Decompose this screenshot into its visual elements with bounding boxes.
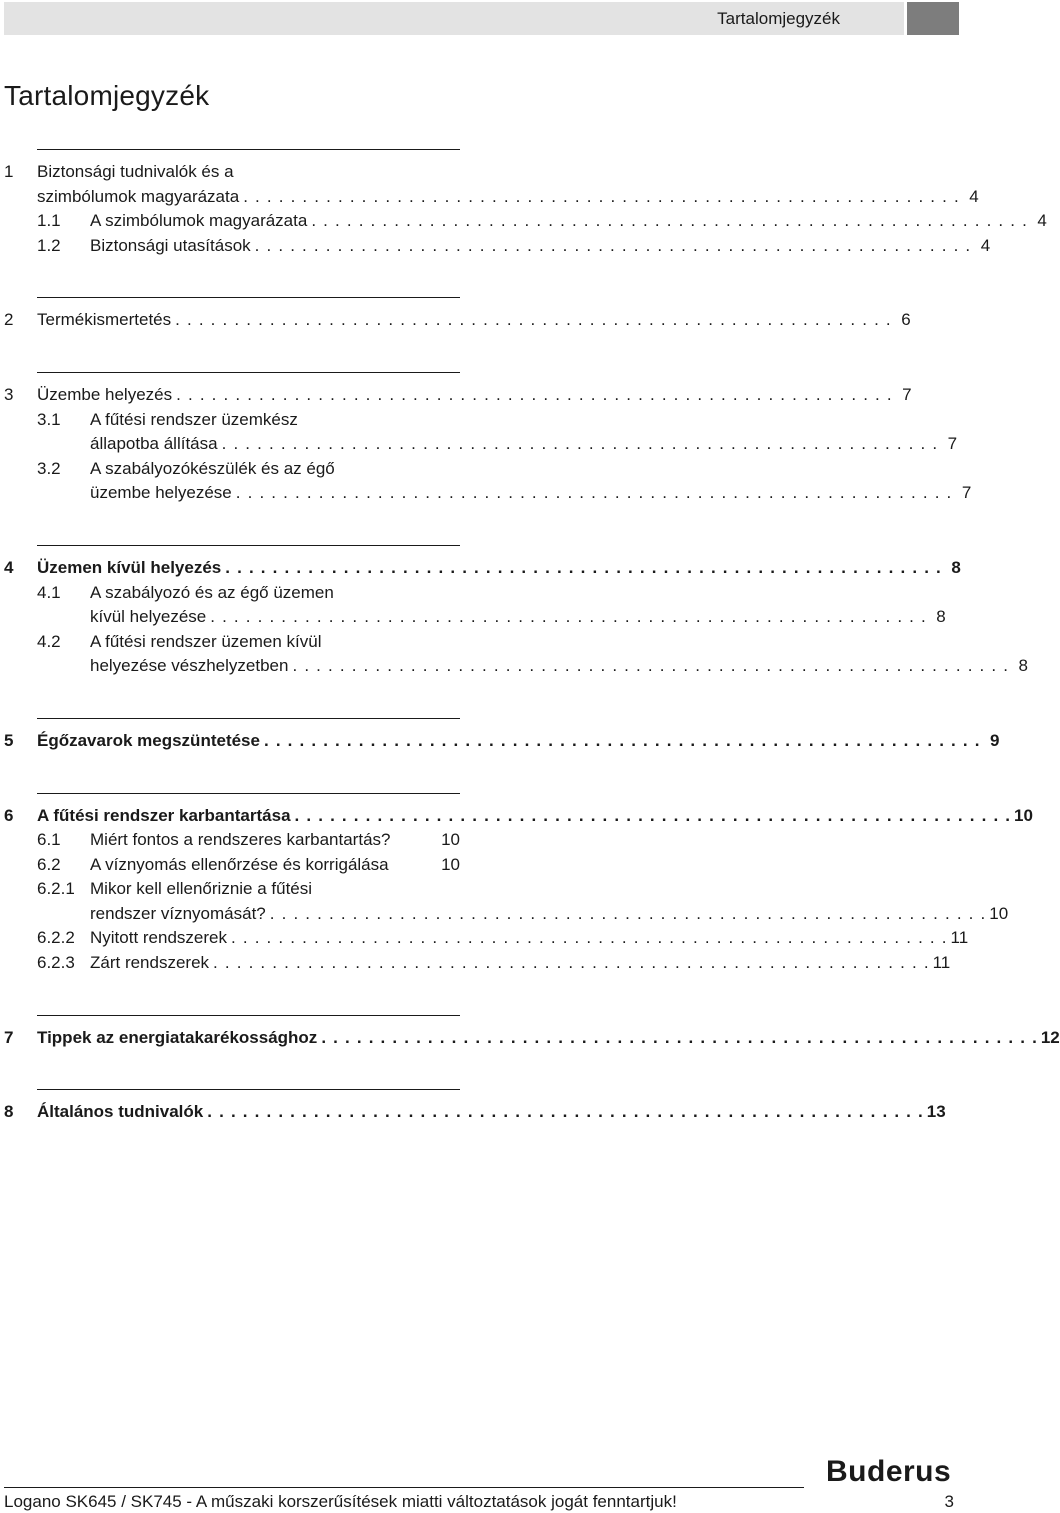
toc-title: helyezése vészhelyzetben	[90, 656, 289, 676]
toc-page-number: 12	[1040, 1027, 1060, 1047]
toc-entry[interactable]	[4, 185, 979, 210]
toc-title: A víznyomás ellenőrzése és korrigálása	[90, 854, 389, 874]
toc-leader-dots	[172, 383, 892, 408]
toc-entry[interactable]	[4, 605, 946, 630]
page-title: Tartalomjegyzék	[4, 80, 210, 111]
toc-leader-dots	[307, 209, 1027, 234]
toc-leader-dots	[232, 481, 952, 506]
toc-title: Nyitott rendszerek	[90, 928, 227, 948]
toc-entry[interactable]	[4, 556, 961, 581]
toc-title: A szabályozó és az égő üzemen	[90, 582, 334, 602]
toc-title: kívül helyezése	[90, 607, 207, 627]
toc-entry[interactable]	[4, 383, 912, 408]
toc-page-number: 8	[1018, 656, 1028, 676]
toc-title: Égőzavarok megszüntetése	[37, 730, 260, 750]
toc-entry[interactable]	[4, 481, 972, 506]
toc-number: 4	[4, 557, 14, 577]
toc-entry[interactable]	[4, 828, 460, 853]
toc-leader-dots	[227, 926, 947, 951]
toc-title: üzembe helyezése	[90, 483, 232, 503]
header-bar	[4, 2, 904, 35]
toc-number: 6.2	[37, 854, 61, 874]
toc-number: 6	[4, 805, 14, 825]
toc-page-number: 9	[990, 730, 1000, 750]
toc-entry[interactable]	[4, 902, 1009, 927]
toc-section	[4, 297, 911, 333]
toc-page-number: 13	[926, 1102, 946, 1122]
toc-entry[interactable]	[4, 160, 460, 185]
toc-entry[interactable]	[4, 729, 1000, 754]
toc-number: 6.2.1	[37, 879, 75, 899]
toc-title: Zárt rendszerek	[90, 953, 210, 973]
toc-title: Mikor kell ellenőriznie a fűtési	[90, 879, 313, 899]
toc-entry[interactable]	[4, 853, 460, 878]
buderus-logo: Buderus	[826, 1455, 952, 1488]
toc-page-number: 11	[932, 953, 951, 973]
toc-title: A fűtési rendszer üzemen kívül	[90, 631, 322, 651]
toc-entry[interactable]	[4, 804, 1033, 829]
toc-title: Üzemen kívül helyezés	[37, 557, 222, 577]
toc-entry[interactable]	[4, 877, 460, 902]
toc-leader-dots	[251, 234, 971, 259]
footer-divider	[4, 1487, 804, 1488]
toc-leader-dots	[288, 654, 1008, 679]
toc-leader-dots	[221, 556, 941, 581]
toc-title: Általános tudnivalók	[37, 1102, 204, 1122]
toc-leader-dots	[291, 804, 1011, 829]
toc-entry[interactable]	[4, 951, 951, 976]
toc-number: 1.1	[37, 211, 61, 231]
toc-entry[interactable]	[4, 408, 460, 433]
toc-section	[4, 1015, 1060, 1051]
toc-entry[interactable]	[4, 630, 460, 655]
toc-leader-dots	[317, 1026, 1037, 1051]
toc-number: 6.2.2	[37, 928, 75, 948]
toc-leader-dots	[266, 902, 986, 927]
toc-leader-dots	[171, 308, 891, 333]
toc-leader-dots	[218, 432, 938, 457]
toc-title: A szimbólumok magyarázata	[90, 211, 308, 231]
toc-page-number: 8	[936, 607, 946, 627]
toc-number: 4.1	[37, 582, 61, 602]
toc-section	[4, 372, 972, 506]
toc-number: 5	[4, 730, 14, 750]
toc-leader-dots	[203, 1100, 923, 1125]
toc-title: Biztonsági utasítások	[90, 235, 251, 255]
toc-page-number: 6	[901, 310, 911, 330]
toc-number: 8	[4, 1102, 14, 1122]
toc-title: rendszer víznyomását?	[90, 903, 266, 923]
toc-title: Biztonsági tudnivalók és a	[37, 162, 234, 181]
table-of-contents	[4, 149, 1060, 1125]
toc-entry[interactable]	[4, 432, 958, 457]
toc-title: Termékismertetés	[37, 310, 172, 330]
toc-page-number: 10	[989, 903, 1009, 923]
header-title: Tartalomjegyzék	[717, 9, 840, 28]
toc-section	[4, 545, 1028, 679]
header-accent-block	[907, 2, 959, 35]
toc-entry[interactable]	[4, 581, 460, 606]
toc-number: 4.2	[37, 631, 61, 651]
toc-page-number: 10	[441, 830, 460, 850]
toc-entry[interactable]	[4, 926, 969, 951]
toc-title: A szabályozókészülék és az égő	[90, 458, 335, 478]
toc-page-number: 7	[961, 483, 972, 503]
toc-section	[4, 793, 1033, 976]
toc-page-number: 7	[902, 384, 912, 404]
toc-number: 6.1	[37, 830, 61, 850]
toc-title: szimbólumok magyarázata	[37, 186, 240, 206]
toc-entry[interactable]	[4, 1100, 946, 1125]
toc-entry[interactable]	[4, 1026, 1060, 1051]
toc-title: állapotba állítása	[90, 434, 218, 454]
toc-section	[4, 149, 1047, 258]
toc-title: Üzembe helyezés	[37, 384, 173, 404]
toc-number: 3	[4, 384, 14, 404]
toc-page-number: 8	[951, 557, 961, 577]
toc-title: Miért fontos a rendszeres karbantartás?	[90, 830, 391, 850]
toc-page-number: 4	[1037, 211, 1047, 231]
toc-page-number: 10	[1014, 805, 1033, 825]
toc-entry[interactable]	[4, 654, 1028, 679]
toc-number: 1.2	[37, 235, 61, 255]
toc-leader-dots	[206, 605, 926, 630]
toc-leader-dots	[239, 185, 959, 210]
toc-leader-dots	[209, 951, 929, 976]
toc-title: Tippek az energiatakarékossághoz	[37, 1027, 318, 1047]
toc-page-number: 4	[969, 186, 979, 206]
toc-page-number: 4	[980, 235, 991, 255]
toc-section	[4, 1089, 946, 1125]
toc-number: 3.1	[37, 409, 61, 429]
toc-title: A fűtési rendszer karbantartása	[37, 805, 291, 825]
toc-number: 3.2	[37, 458, 61, 478]
toc-entry[interactable]	[4, 209, 1047, 234]
footer-text: Logano SK645 / SK745 - A műszaki korszerűsítések miatti változtatások jogát fenntartjuk!	[4, 1492, 677, 1511]
toc-page-number: 7	[947, 434, 958, 454]
toc-page-number: 11	[950, 928, 969, 948]
toc-entry[interactable]	[4, 457, 460, 482]
toc-section	[4, 718, 1000, 754]
toc-title: A fűtési rendszer üzemkész	[90, 409, 298, 429]
toc-number: 2	[4, 310, 14, 330]
toc-entry[interactable]	[4, 308, 911, 333]
toc-page-number: 10	[441, 854, 460, 874]
page-number: 3	[944, 1492, 954, 1511]
toc-entry[interactable]	[4, 234, 991, 259]
toc-leader-dots	[260, 729, 980, 754]
toc-number: 1	[4, 162, 14, 181]
toc-number: 7	[4, 1027, 14, 1047]
toc-number: 6.2.3	[37, 953, 75, 973]
